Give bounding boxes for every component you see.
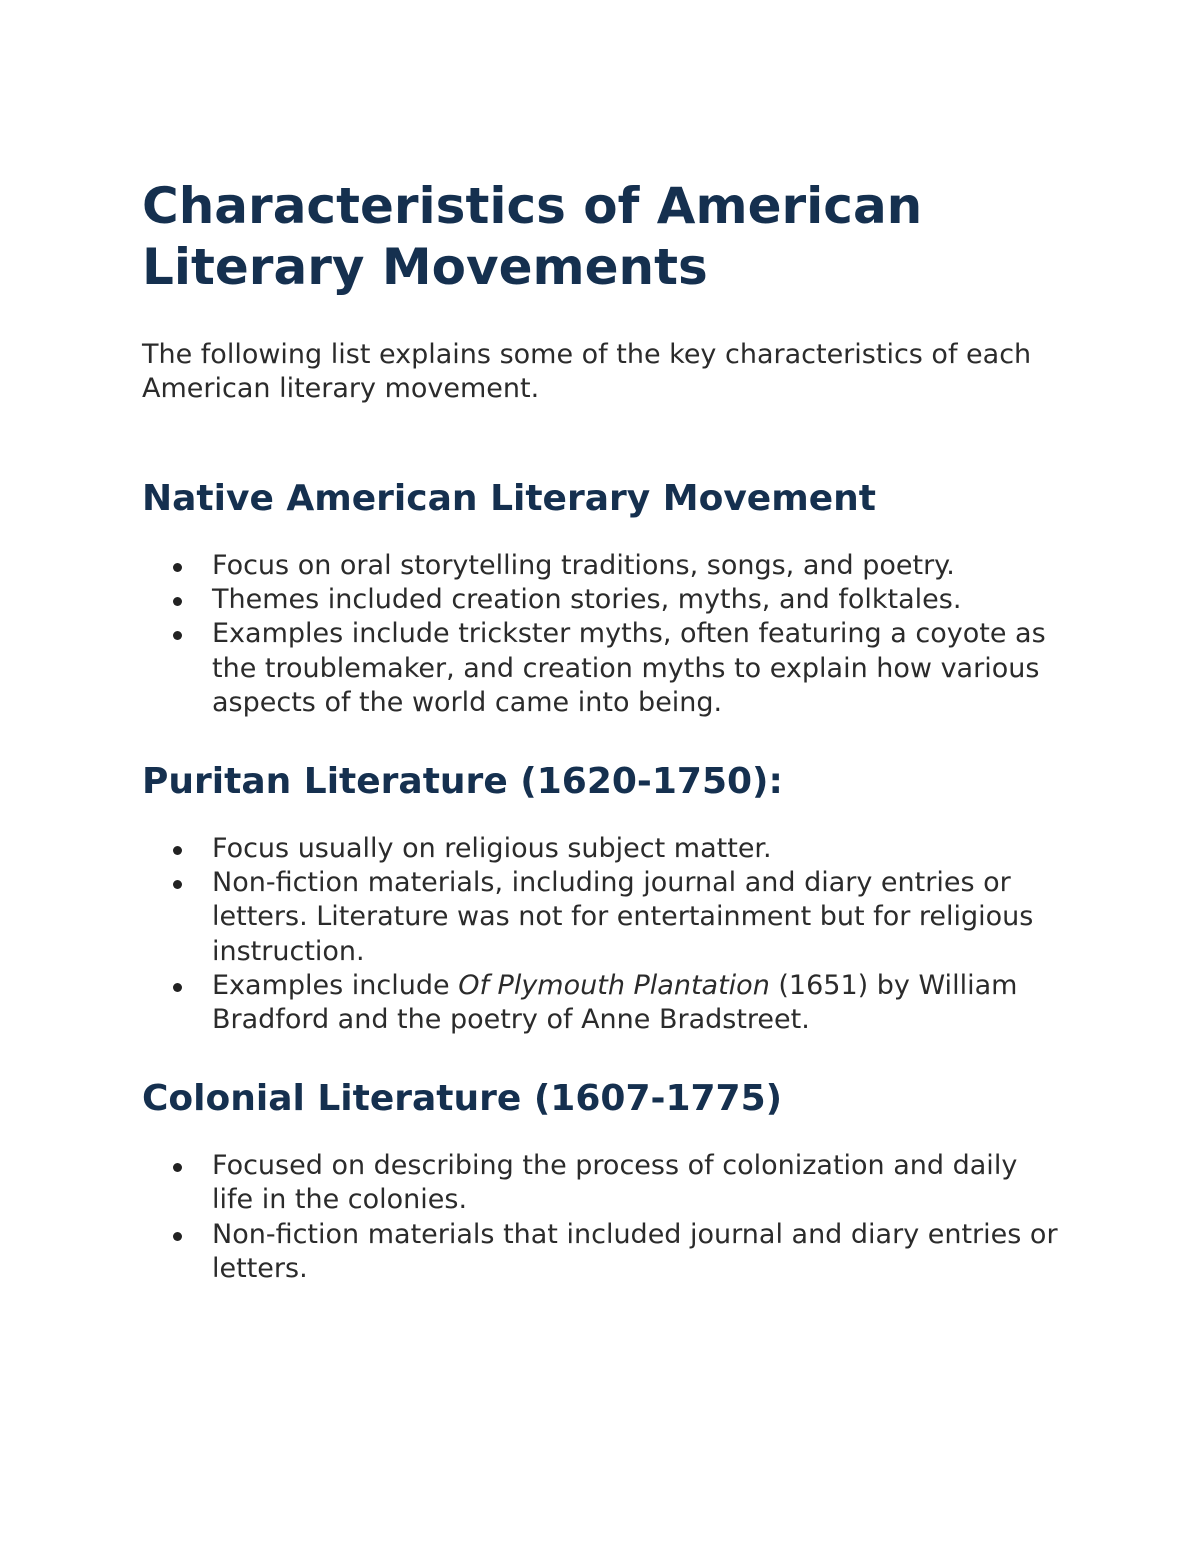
document-page	[142, 176, 1062, 1286]
bullet-icon	[173, 1163, 182, 1172]
bullet-icon	[173, 880, 182, 889]
example-prefix: Examples include	[212, 969, 459, 1001]
bullet-icon	[173, 983, 182, 992]
bullet-icon	[173, 631, 182, 640]
work-title: Of Plymouth Plantation	[458, 969, 770, 1001]
section-heading: Puritan Literature (1620-1750):	[142, 761, 783, 803]
section-colonial	[142, 1077, 1062, 1286]
list-item	[212, 1149, 1062, 1217]
list-item-text: Focused on describing the process of colonization and daily life in the colonies.	[212, 1150, 1018, 1216]
example-suffix: (1651) by William Bradford and the poetry of Anne Bradstreet.	[212, 969, 1018, 1036]
bullet-icon	[173, 1232, 182, 1241]
list-item	[212, 583, 1062, 617]
list-item-text: Themes included creation stories, myths, and folktales.	[212, 584, 962, 616]
section-native-american	[142, 477, 1062, 720]
bullet-list	[142, 549, 1062, 720]
list-item-text: Non-fiction materials, including journal and diary entries or letters. Literature was not for entertainment but for religious instruction.	[212, 867, 1034, 967]
bullet-icon	[173, 846, 182, 855]
list-item	[212, 832, 1062, 866]
bullet-list	[142, 1149, 1062, 1286]
list-item	[212, 617, 1062, 720]
document-title: Characteristics of American Literary Movements	[142, 177, 923, 296]
section-heading: Colonial Literature (1607-1775)	[142, 1078, 783, 1120]
section-puritan	[142, 760, 1062, 1037]
section-heading: Native American Literary Movement	[142, 478, 876, 519]
list-item	[212, 866, 1062, 969]
list-item	[212, 1218, 1062, 1286]
list-item-text: Focus usually on religious subject matter.	[212, 833, 772, 865]
list-item	[212, 549, 1062, 583]
intro-paragraph: The following list explains some of the key characteristics of each American literary movement.	[142, 339, 1032, 404]
list-item	[212, 969, 1062, 1037]
list-item-text: Focus on oral storytelling traditions, songs, and poetry.	[212, 550, 955, 581]
bullet-icon	[173, 563, 182, 572]
bullet-icon	[173, 597, 182, 606]
list-item-text: Non-fiction materials that included journal and diary entries or letters.	[212, 1218, 1058, 1284]
bullet-list	[142, 832, 1062, 1037]
list-item-text: Examples include trickster myths, often featuring a coyote as the troublemaker, and creation myths to explain how various aspects of the world came into being.	[212, 618, 1046, 718]
